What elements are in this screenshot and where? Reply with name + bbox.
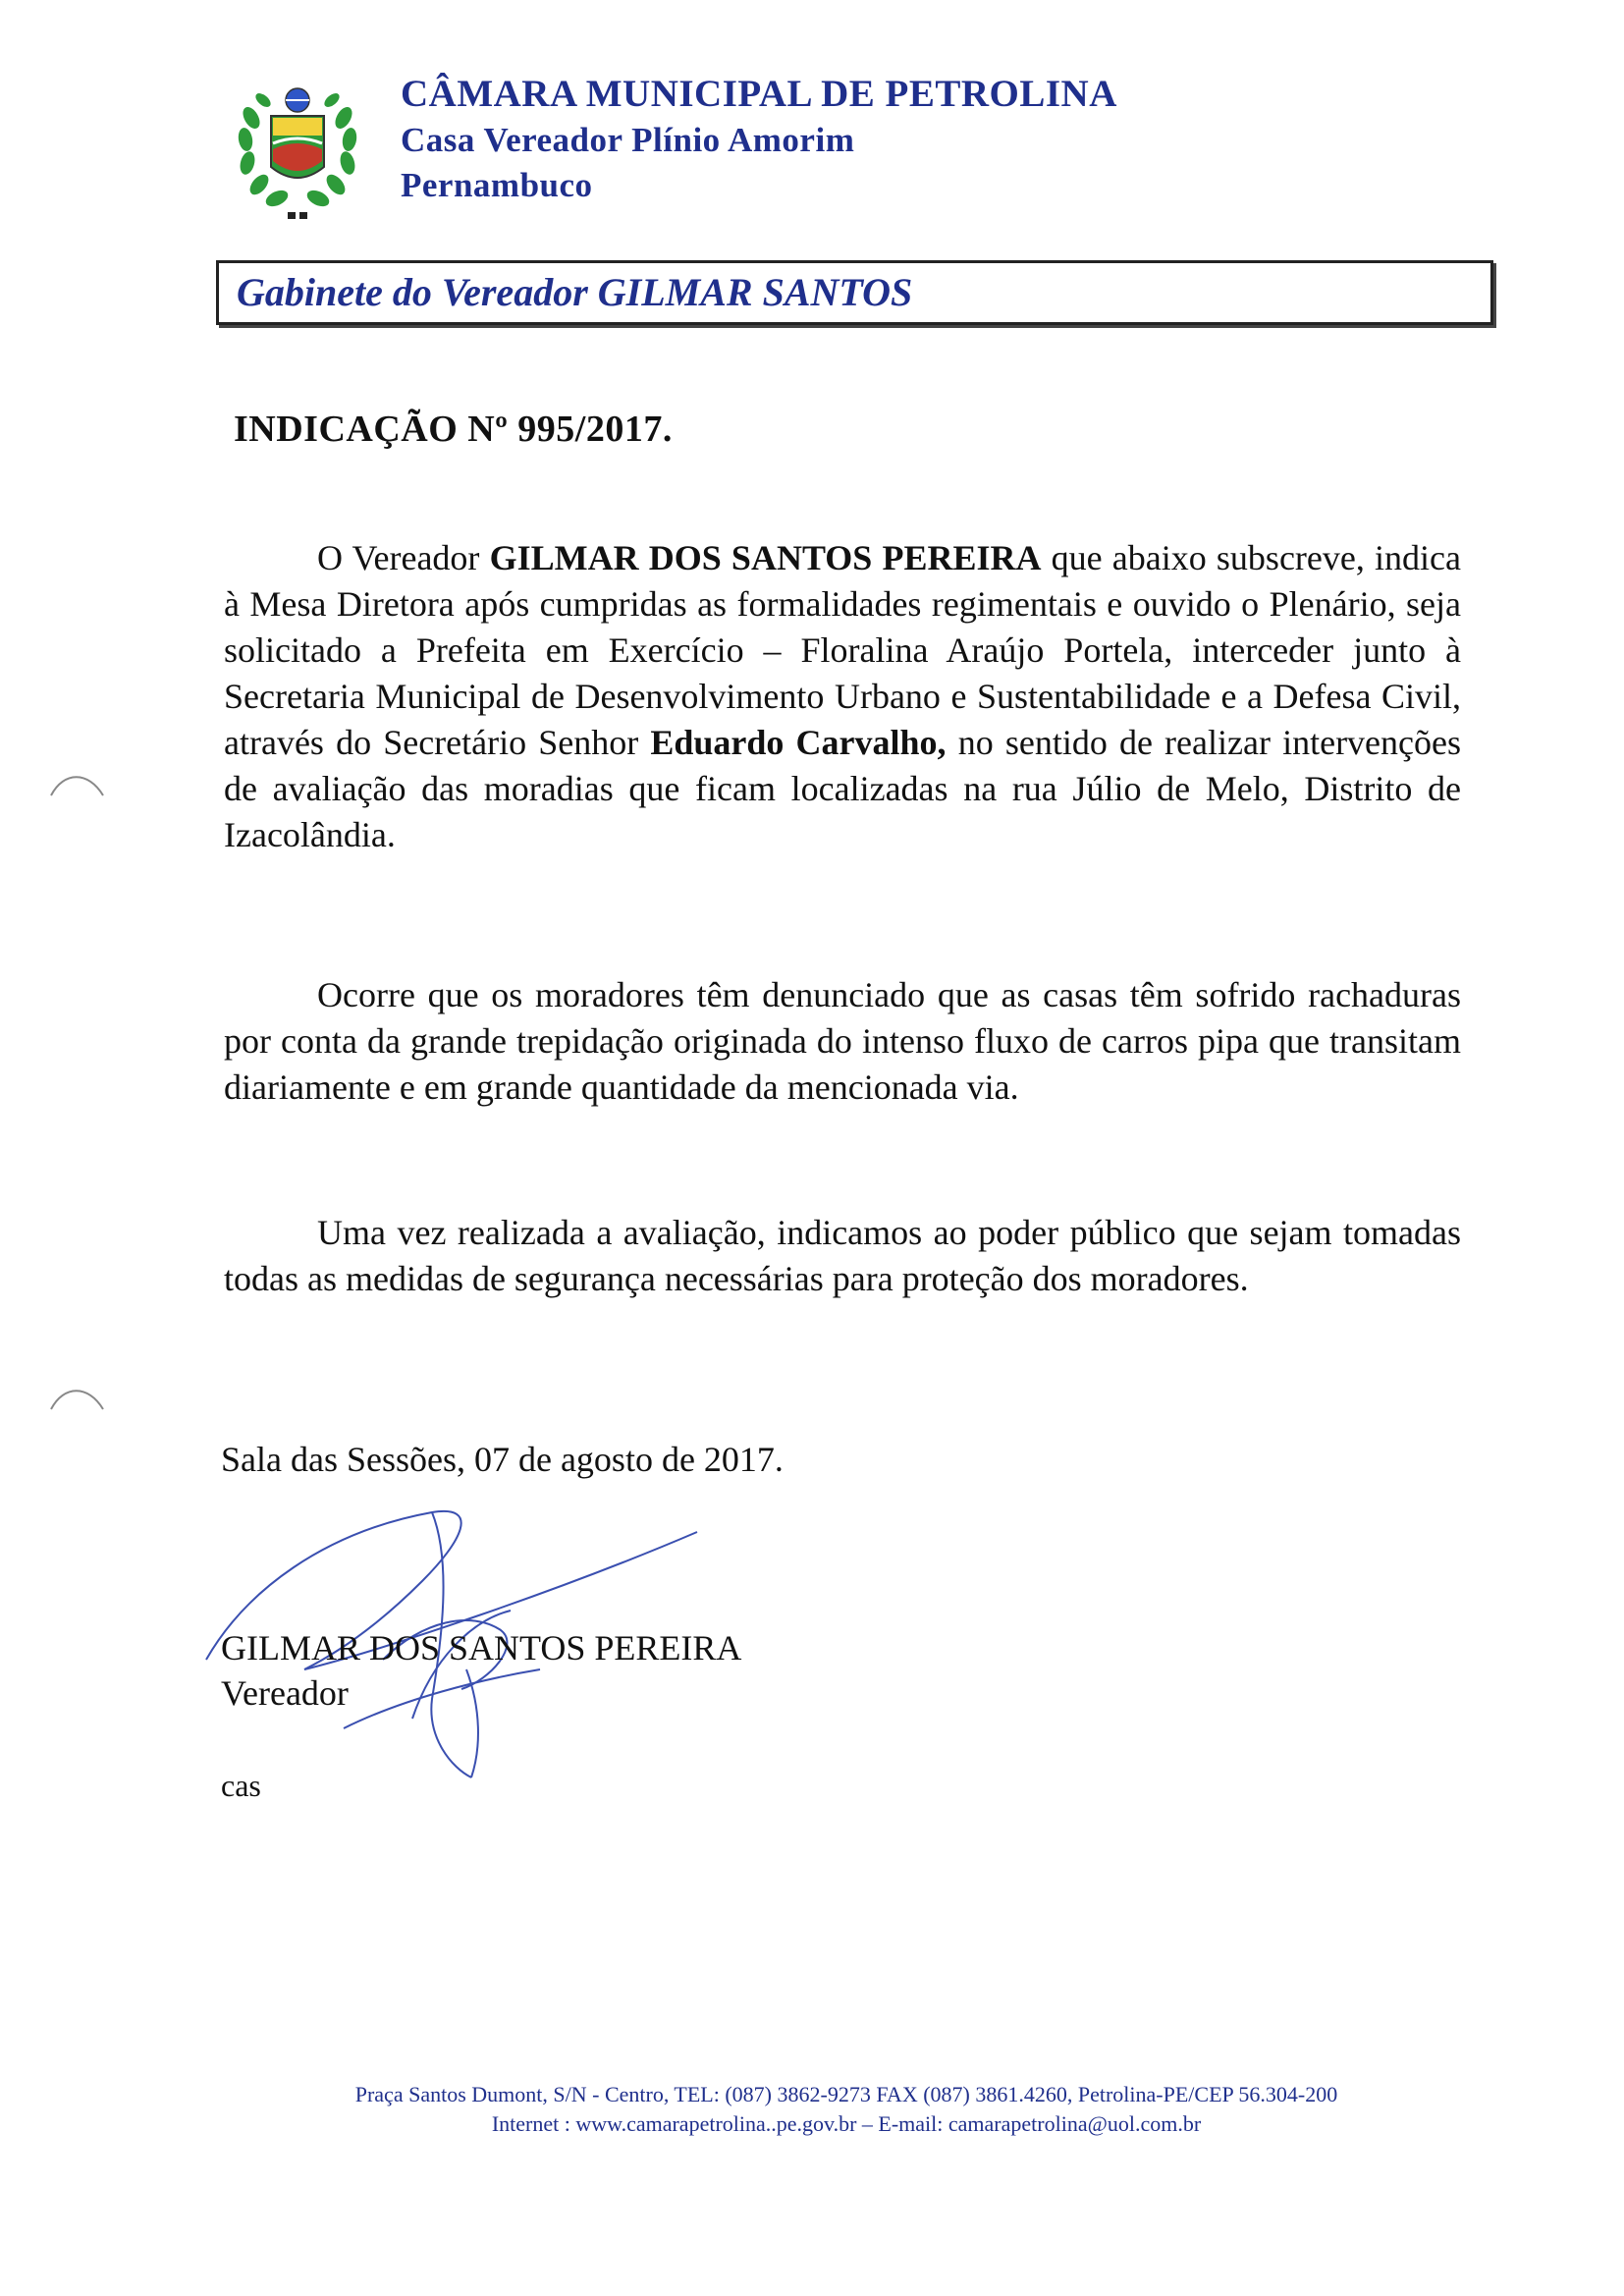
footer-address: Praça Santos Dumont, S/N - Centro, TEL: (087) 3862-9273 FAX (087) 3861.4260, Petrolina-PE/CEP 56.304-200	[354, 2082, 1338, 2106]
letterhead-text	[401, 71, 1117, 208]
session-dateline: Sala das Sessões, 07 de agosto de 2017.	[221, 1440, 784, 1479]
secretary-name-bold: Eduardo Carvalho,	[650, 723, 947, 762]
signer-name: GILMAR DOS SANTOS PEREIRA	[221, 1628, 742, 1667]
letterhead	[234, 71, 1412, 228]
document-title: INDICAÇÃO Nº 995/2017.	[234, 409, 673, 450]
councilor-name-bold: GILMAR DOS SANTOS PEREIRA	[489, 538, 1042, 577]
page-footer	[0, 2080, 1624, 2139]
cabinet-banner	[216, 260, 1493, 325]
typist-initials: cas	[221, 1768, 261, 1803]
chamber-state: Pernambuco	[401, 166, 593, 204]
paragraph-request-body: que abaixo subscreve, indica à Mesa Diretora após cumpridas as formalidades regimentais e ouvido o Plenário, seja solicitado a Prefeita em Exercício – Floralina Araújo Portela, interceder junto à Secretaria Municipal de Desenvolvimento Urbano e Sustentabilidade e a Defesa Civil, através do Secretário Senhor	[224, 538, 1461, 762]
chamber-name: CÂMARA MUNICIPAL DE PETROLINA	[401, 73, 1117, 115]
paragraph-request	[224, 535, 1461, 858]
signature-block	[221, 1625, 741, 1716]
paragraph-justification: Ocorre que os moradores têm denunciado que as casas têm sofrido rachaduras por conta da grande trepidação originada do intenso fluxo de carros pipa que transitam diariamente e em grande quantidade da mencionada via.	[224, 975, 1461, 1107]
footer-contact: Internet : www.camarapetrolina..pe.gov.br – E-mail: camarapetrolina@uol.com.br	[491, 2111, 1202, 2136]
chamber-house-name: Casa Vereador Plínio Amorim	[401, 121, 855, 159]
paragraph-request-end: no sentido de realizar intervenções de avaliação das moradias que ficam localizadas na rua Júlio de Melo, Distrito de Izacolândia.	[224, 723, 1462, 854]
scan-punch-mark-top	[49, 766, 108, 805]
cabinet-title: Gabinete do Vereador GILMAR SANTOS	[237, 270, 913, 314]
scan-punch-mark-bottom	[49, 1380, 108, 1419]
paragraph-conclusion: Uma vez realizada a avaliação, indicamos ao poder público que sejam tomadas todas as medidas de segurança necessárias para proteção dos moradores.	[224, 1213, 1461, 1298]
signer-role: Vereador	[221, 1673, 349, 1713]
municipal-crest-logo	[234, 79, 361, 226]
paragraph-request-intro: O Vereador	[317, 538, 490, 577]
